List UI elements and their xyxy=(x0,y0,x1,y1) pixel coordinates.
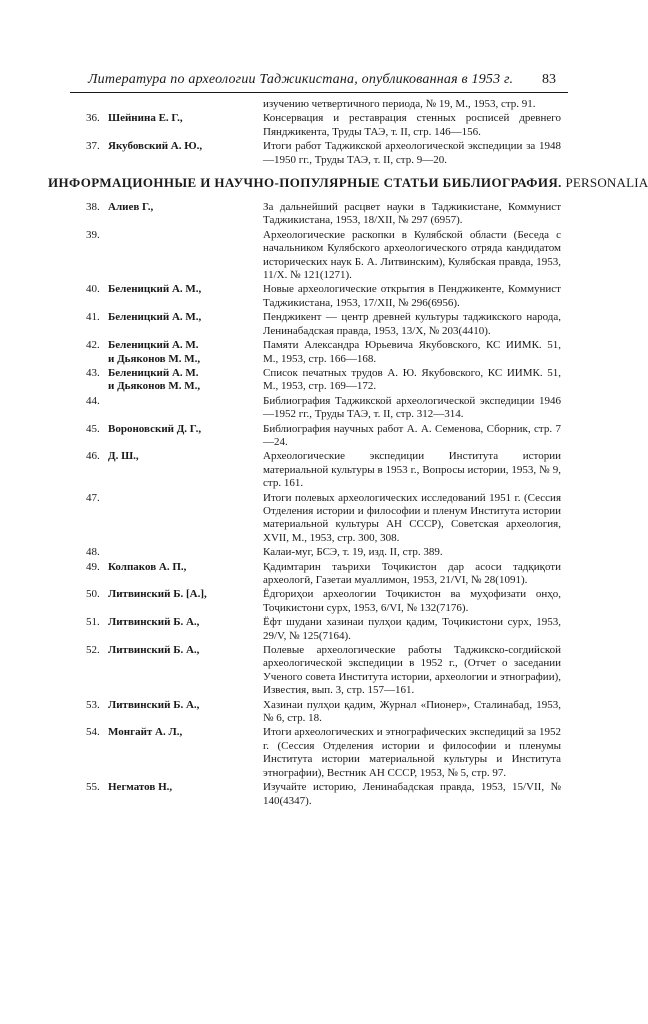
entry-number: 50. xyxy=(86,588,100,601)
entry-text: Археологические раскопки в Кулябской области (Беседа с начальником Кулябского археологического отряда кандидатом исторических наук Б. А. Литвинским), Кулябская правда, 1953, 11/X. № 121(1271). xyxy=(263,228,561,282)
bibliography-entry xyxy=(70,561,568,588)
entry-text: Пенджикент — центр древней культуры таджикского народа, Ленинабадская правда, 1953, 13/X, № 203(4410). xyxy=(263,311,561,337)
entry-author: Шейнина Е. Г., xyxy=(108,112,183,125)
bibliography-entry xyxy=(70,112,568,139)
bibliography-entry xyxy=(70,140,568,167)
entry-number: 38. xyxy=(86,201,100,214)
entry-text: Итоги полевых археологических исследований 1951 г. (Сессия Отделения истории и философии и пленум Института истории материальной культуры АН СССР), Советская археология, XVII, М., 1953, стр. 300, 308. xyxy=(263,491,561,544)
entry-text: Археологические экспедиции Института истории материальной культуры в 1953 г., Вопросы истории, 1953, № 9, стр. 161. xyxy=(263,450,561,490)
entry-number: 36. xyxy=(86,112,100,125)
entry-text: Ёдгориҳои археологии Тоҷикистон ва муҳофизати онҳо, Тоҷикистони сурх, 1953, 6/VI, № 132(7176). xyxy=(263,588,561,614)
entry-text: Библиография Таджикской археологической экспедиции 1946—1952 гг., Труды ТАЭ, т. II, стр. 312—314. xyxy=(263,394,561,421)
entry-text: изучению четвертичного периода, № 19, М., 1953, стр. 91. xyxy=(263,98,536,110)
bibliography-entry xyxy=(70,367,568,394)
entry-text: Ёфт шудани хазинаи пулҳои қадим, Тоҷикистони сурх, 1953, 29/V, № 125(7164). xyxy=(263,616,561,642)
bibliography-entry xyxy=(70,726,568,780)
entry-number: 46. xyxy=(86,450,100,463)
entry-text: Итоги работ Таджикской археологической экспедиции за 1948—1950 гг., Труды ТАЭ, т. II, стр. 9—20. xyxy=(263,140,561,166)
entry-number: 48. xyxy=(86,546,100,559)
entry-author: Алиев Г., xyxy=(108,201,154,214)
entry-author: Монгайт А. Л., xyxy=(108,726,183,739)
entry-list-top xyxy=(70,98,568,167)
entry-text: Полевые археологические работы Таджикско-согдийской археологической экспедиции в 1952 г., (Отчет о заседании Ученого совета Института истории, археологии и этнографии), Известия, вып. 3, стр. 157—161. xyxy=(263,644,561,697)
running-header xyxy=(70,64,568,93)
bibliography-entry xyxy=(70,644,568,698)
entry-text: Калаи-муг, БСЭ, т. 19, изд. II, стр. 389. xyxy=(263,546,443,559)
entry-author: Беленицкий А. М., xyxy=(108,311,202,324)
entry-text: Памяти Александра Юрьевича Якубовского, КС ИИМК. 51, М., 1953, стр. 166—168. xyxy=(263,339,561,365)
entry-text: Новые археологические открытия в Пенджикенте, Коммунист Таджикистана, 1953, 17/XII, № 296(6956). xyxy=(263,283,561,309)
entry-author: Колпаков А. П., xyxy=(108,560,187,573)
section-heading-tail: PERSONALIA xyxy=(565,175,648,191)
entry-text: Итоги археологических и этнографических экспедиций за 1952 г. (Сессия Отделения истории и философии и пленумы Института истории материальной культуры и Института этнографии), Вестник АН СССР, 1953, № 5, стр. 97. xyxy=(263,726,561,779)
entry-author: Литвинский Б. А., xyxy=(108,616,200,629)
entry-text: За дальнейший расцвет науки в Таджикистане, Коммунист Таджикистана, 1953, 18/XII, № 297 (6957). xyxy=(263,201,561,227)
bibliography-entry xyxy=(70,311,568,338)
bibliography-entry xyxy=(70,283,568,310)
bibliography-entry xyxy=(70,423,568,450)
entry-text: Консервация и реставрация стенных росписей древнего Пянджикента, Труды ТАЭ, т. II, стр. 146—156. xyxy=(263,112,561,138)
bibliography-entry xyxy=(70,339,568,366)
entry-author: Литвинский Б. А., xyxy=(108,698,200,711)
entry-number: 44. xyxy=(86,394,100,407)
entry-text: Библиография научных работ А. А. Семенова, Сборник, стр. 7—24. xyxy=(263,422,561,448)
entry-text: Изучайте историю, Ленинабадская правда, 1953, 15/VII, № 140(4347). xyxy=(263,781,561,807)
entry-list xyxy=(70,201,568,808)
entry-number: 45. xyxy=(86,422,100,435)
entry-author: Якубовский А. Ю., xyxy=(108,140,203,153)
entry-text: Хазинаи пулҳои қадим, Журнал «Пионер», Сталинабад, 1953, № 6, стр. 18. xyxy=(263,698,561,725)
entry-number: 53. xyxy=(86,698,100,711)
bibliography-entry xyxy=(70,201,568,228)
entry-author: Беленицкий А. М. и Дьяконов М. М., xyxy=(108,366,201,393)
entry-text: Список печатных трудов А. Ю. Якубовского, КС ИИМК. 51, М., 1953, стр. 169—172. xyxy=(263,366,561,393)
bibliography-entry xyxy=(70,588,568,615)
page-number: 83 xyxy=(542,72,556,87)
entry-author: Беленицкий А. М. и Дьяконов М. М., xyxy=(108,339,201,365)
page-body xyxy=(48,98,648,809)
bibliography-entry xyxy=(70,98,568,111)
entry-number: 47. xyxy=(86,491,100,504)
entry-number: 42. xyxy=(86,339,100,352)
bibliography-entry xyxy=(70,450,568,490)
section-heading-text: ИНФОРМАЦИОННЫЕ И НАУЧНО-ПОПУЛЯРНЫЕ СТАТЬИ БИБЛИОГРАФИЯ. xyxy=(48,175,562,191)
entry-author: Негматов Н., xyxy=(108,781,173,794)
section-heading xyxy=(48,175,648,191)
entry-text: Қадимтарин таърихи Тоҷикистон дар асоси тадқиқоти археологӣ, Газетаи муаллимон, 1953, 21/VI, № 28(1091). xyxy=(263,560,561,586)
entry-author: Д. Ш., xyxy=(108,450,139,463)
entry-number: 51. xyxy=(86,616,100,629)
entry-author: Литвинский Б. [А.], xyxy=(108,588,207,601)
entry-number: 52. xyxy=(86,644,100,657)
bibliography-entry xyxy=(70,699,568,726)
entry-number: 41. xyxy=(86,311,100,324)
entry-number: 39. xyxy=(86,228,100,241)
entry-author: Литвинский Б. А., xyxy=(108,644,200,657)
entry-number: 43. xyxy=(86,366,100,379)
bibliography-entry xyxy=(70,546,568,559)
entry-author: Вороновский Д. Г., xyxy=(108,422,202,435)
bibliography-entry xyxy=(70,492,568,546)
entry-number: 55. xyxy=(86,781,100,794)
entry-number: 54. xyxy=(86,726,100,739)
bibliography-entry xyxy=(70,616,568,643)
entry-number: 37. xyxy=(86,140,100,153)
entry-number: 40. xyxy=(86,283,100,296)
entry-number: 49. xyxy=(86,560,100,573)
running-title: Литература по археологии Таджикистана, опубликованная в 1953 г. xyxy=(88,72,514,87)
bibliography-entry xyxy=(70,395,568,422)
bibliography-entry xyxy=(70,781,568,808)
entry-author: Беленицкий А. М., xyxy=(108,283,202,296)
bibliography-entry xyxy=(70,229,568,283)
